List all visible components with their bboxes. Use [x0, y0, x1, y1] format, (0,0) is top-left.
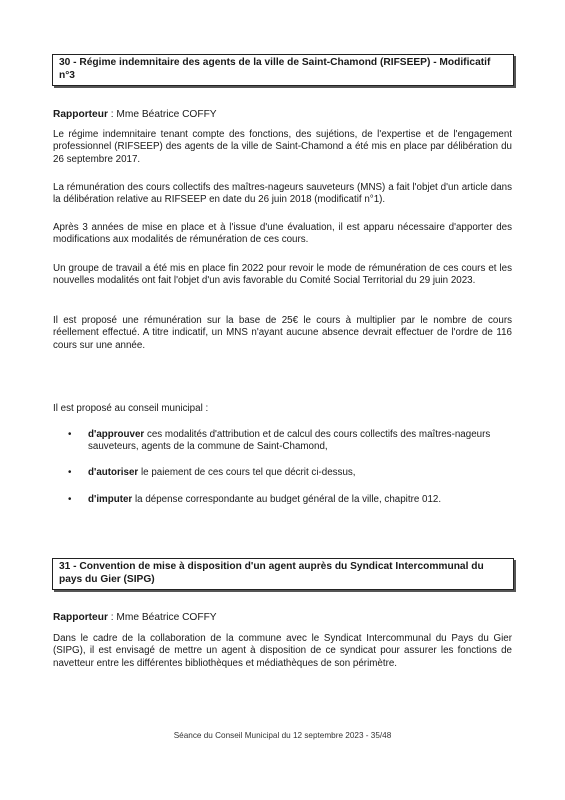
bullet-verb: d'imputer	[88, 494, 133, 505]
bullet-marker: •	[68, 467, 72, 478]
paragraph-evaluation: Après 3 années de mise en place et à l'issue d'une évaluation, il est apparu nécessaire d'apporter des modifications aux modalités de rémunération de ces cours.	[53, 222, 512, 246]
bullet-marker: •	[68, 429, 72, 440]
page-footer: Séance du Conseil Municipal du 12 septembre 2023 - 35/48	[173, 731, 392, 740]
section-31-title-box	[52, 558, 514, 590]
section-30-title-box	[52, 54, 514, 86]
section-30-title: 30 - Régime indemnitaire des agents de la ville de Saint-Chamond (RIFSEEP) - Modificatif n°3	[59, 57, 491, 81]
bullet-marker: •	[68, 494, 72, 505]
section-31-title: 31 - Convention de mise à disposition d'un agent auprès du Syndicat Intercommunal du pays du Gier (SIPG)	[59, 561, 484, 585]
paragraph-sipg: Dans le cadre de la collaboration de la commune avec le Syndicat Intercommunal du Pays du Gier (SIPG), il est envisagé de mettre un agent à disposition de ce syndicat pour assurer les fonctions de navetteur entre les différentes bibliothèques et médiathèques de son périmètre.	[53, 633, 512, 669]
paragraph-proposal: Il est proposé une rémunération sur la base de 25€ le cours à multiplier par le nombre de cours réellement effectué. A titre indicatif, un MNS n'ayant aucune absence devrait effectuer de l'ordre de 116 cours sur une année.	[53, 315, 512, 351]
bullet-body: la dépense correspondante au budget général de la ville, chapitre 012.	[132, 494, 442, 505]
bullet-body: ces modalités d'attribution et de calcul des cours collectifs des maîtres-nageurs sauveteurs, agents de la commune de Saint-Chamond,	[88, 429, 491, 453]
rapporteur-name: : Mme Béatrice COFFY	[107, 109, 217, 120]
proposal-intro: Il est proposé au conseil municipal :	[53, 403, 209, 414]
rapporteur-label: Rapporteur	[53, 109, 108, 120]
section-31-rapporteur	[53, 611, 217, 624]
bullet-verb: d'autoriser	[88, 467, 139, 478]
bullet-body: le paiement de ces cours tel que décrit ci-dessus,	[138, 467, 356, 478]
paragraph-rifseep-intro: Le régime indemnitaire tenant compte des fonctions, des sujétions, de l'expertise et de l'engagement professionnel (RIFSEEP) des agents de la ville de Saint-Chamond a été mis en place par délibération du 26 septembre 2017.	[53, 129, 512, 165]
section-30-rapporteur	[53, 108, 217, 121]
paragraph-mns-remuneration: La rémunération des cours collectifs des maîtres-nageurs sauveteurs (MNS) a fait l'objet d'un article dans la délibération relative au RIFSEEP en date du 26 juin 2018 (modificatif n°1).	[53, 182, 512, 206]
paragraph-working-group: Un groupe de travail a été mis en place fin 2022 pour revoir le mode de rémunération de ces cours et les nouvelles modalités ont fait l'objet d'un avis favorable du Comité Social Territorial du 29 juin 2023.	[53, 263, 512, 287]
bullet-verb: d'approuver	[88, 429, 145, 440]
rapporteur-label: Rapporteur	[53, 612, 108, 623]
rapporteur-name: : Mme Béatrice COFFY	[107, 612, 217, 623]
